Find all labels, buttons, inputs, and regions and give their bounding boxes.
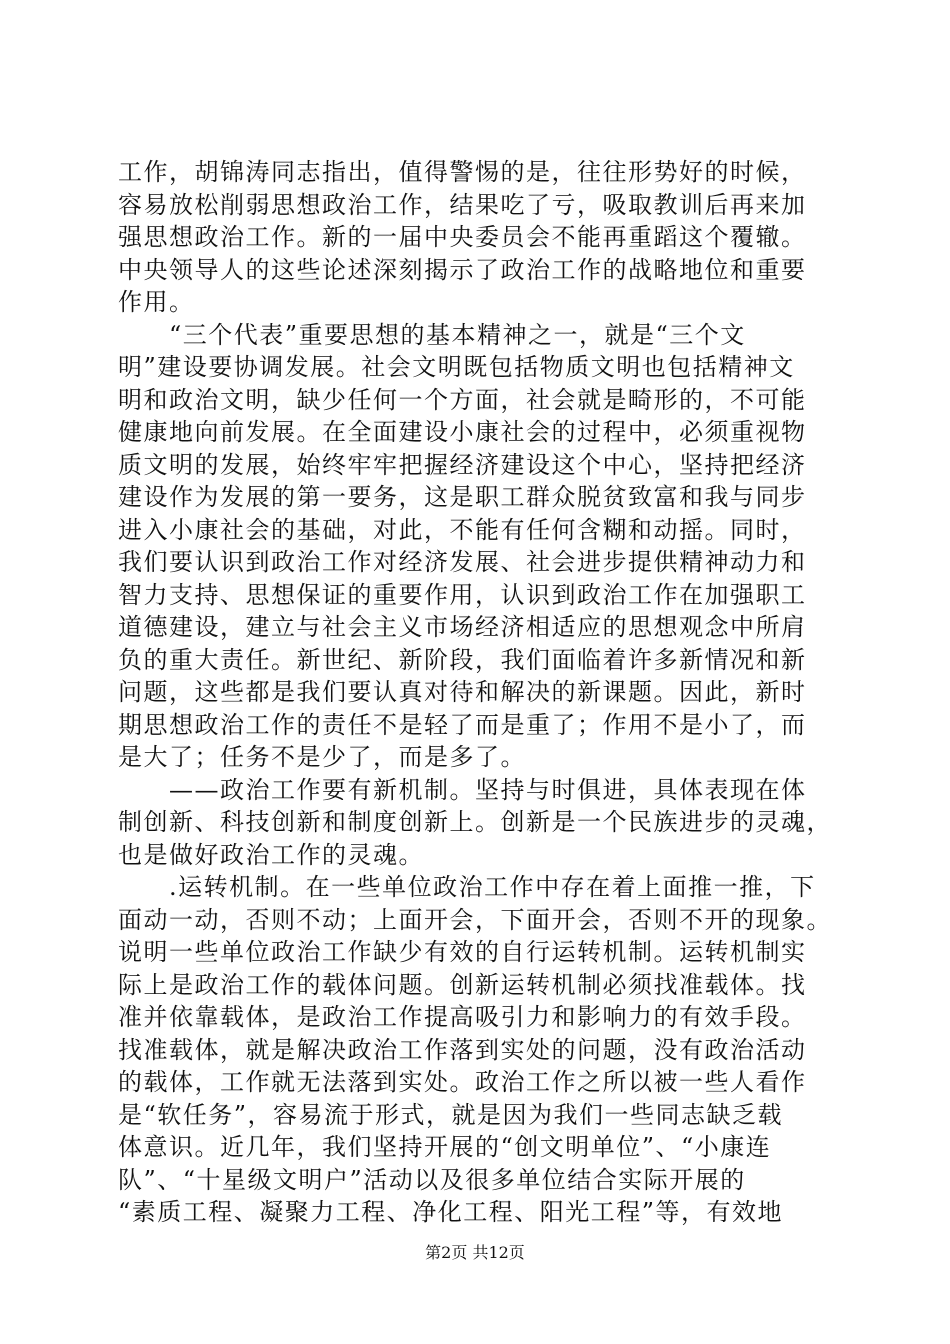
page-number-footer: 第2页 共12页 <box>425 1243 525 1262</box>
text-line: 我们要认识到政治工作对经济发展、社会进步提供精神动力和 <box>118 548 807 576</box>
text-line: 际上是政治工作的载体问题。创新运转机制必须找准载体。找 <box>118 970 807 999</box>
text-line: 健康地向前发展。在全面建设小康社会的过程中，必须重视物 <box>118 418 807 446</box>
text-line: 是大了；任务不是少了，而是多了。 <box>118 743 526 771</box>
text-line: 工作，胡锦涛同志指出，值得警惕的是，往往形势好的时候， <box>118 158 807 186</box>
text-line: 负的重大责任。新世纪、新阶段，我们面临着许多新情况和新 <box>118 645 807 674</box>
text-line: 建设作为发展的第一要务，这是职工群众脱贫致富和我与同步 <box>118 483 807 511</box>
text-line: 制创新、科技创新和制度创新上。创新是一个民族进步的灵魂， <box>118 808 832 836</box>
text-line: 明和政治文明，缺少任何一个方面，社会就是畸形的，不可能 <box>118 385 807 414</box>
text-line: 找准载体，就是解决政治工作落到实处的问题，没有政治活动 <box>118 1035 807 1064</box>
text-line: 道德建设，建立与社会主义市场经济相适应的思想观念中所肩 <box>118 613 807 641</box>
text-line: 明”建设要协调发展。社会文明既包括物质文明也包括精神文 <box>118 353 795 381</box>
text-line: ——政治工作要有新机制。坚持与时俱进，具体表现在体 <box>118 775 807 804</box>
text-line: 强思想政治工作。新的一届中央委员会不能再重蹈这个覆辙。 <box>118 223 807 251</box>
text-line: 是“软任务”，容易流于形式，就是因为我们一些同志缺乏载 <box>118 1100 784 1129</box>
text-line: 说明一些单位政治工作缺少有效的自行运转机制。运转机制实 <box>118 938 807 966</box>
text-line: 智力支持、思想保证的重要作用，认识到政治工作在加强职工 <box>118 580 807 609</box>
text-line: 队”、“十星级文明户”活动以及很多单位结合实际开展的 <box>118 1165 746 1194</box>
text-line: “三个代表”重要思想的基本精神之一，就是“三个文 <box>118 320 746 349</box>
text-line: “素质工程、凝聚力工程、净化工程、阳光工程”等，有效地 <box>118 1198 784 1226</box>
text-line: 的载体，工作就无法落到实处。政治工作之所以被一些人看作 <box>118 1068 807 1096</box>
text-line: 进入小康社会的基础，对此，不能有任何含糊和动摇。同时， <box>118 515 807 544</box>
text-line: .运转机制。在一些单位政治工作中存在着上面推一推，下 <box>118 873 816 901</box>
text-line: 作用。 <box>118 288 195 316</box>
text-line: 中央领导人的这些论述深刻揭示了政治工作的战略地位和重要 <box>118 255 807 284</box>
text-line: 质文明的发展，始终牢牢把握经济建设这个中心，坚持把经济 <box>118 450 807 479</box>
text-line: 也是做好政治工作的灵魂。 <box>118 840 424 869</box>
text-line: 容易放松削弱思想政治工作，结果吃了亏，吸取教训后再来加 <box>118 190 807 219</box>
text-line: 体意识。近几年，我们坚持开展的“创文明单位”、“小康连 <box>118 1133 772 1161</box>
text-line: 准并依靠载体，是政治工作提高吸引力和影响力的有效手段。 <box>118 1003 807 1031</box>
text-line: 面动一动，否则不动；上面开会，下面开会，否则不开的现象。 <box>118 905 832 934</box>
text-line: 期思想政治工作的责任不是轻了而是重了；作用不是小了，而 <box>118 710 807 739</box>
document-body <box>118 156 832 1229</box>
text-line: 问题，这些都是我们要认真对待和解决的新课题。因此，新时 <box>118 678 807 706</box>
